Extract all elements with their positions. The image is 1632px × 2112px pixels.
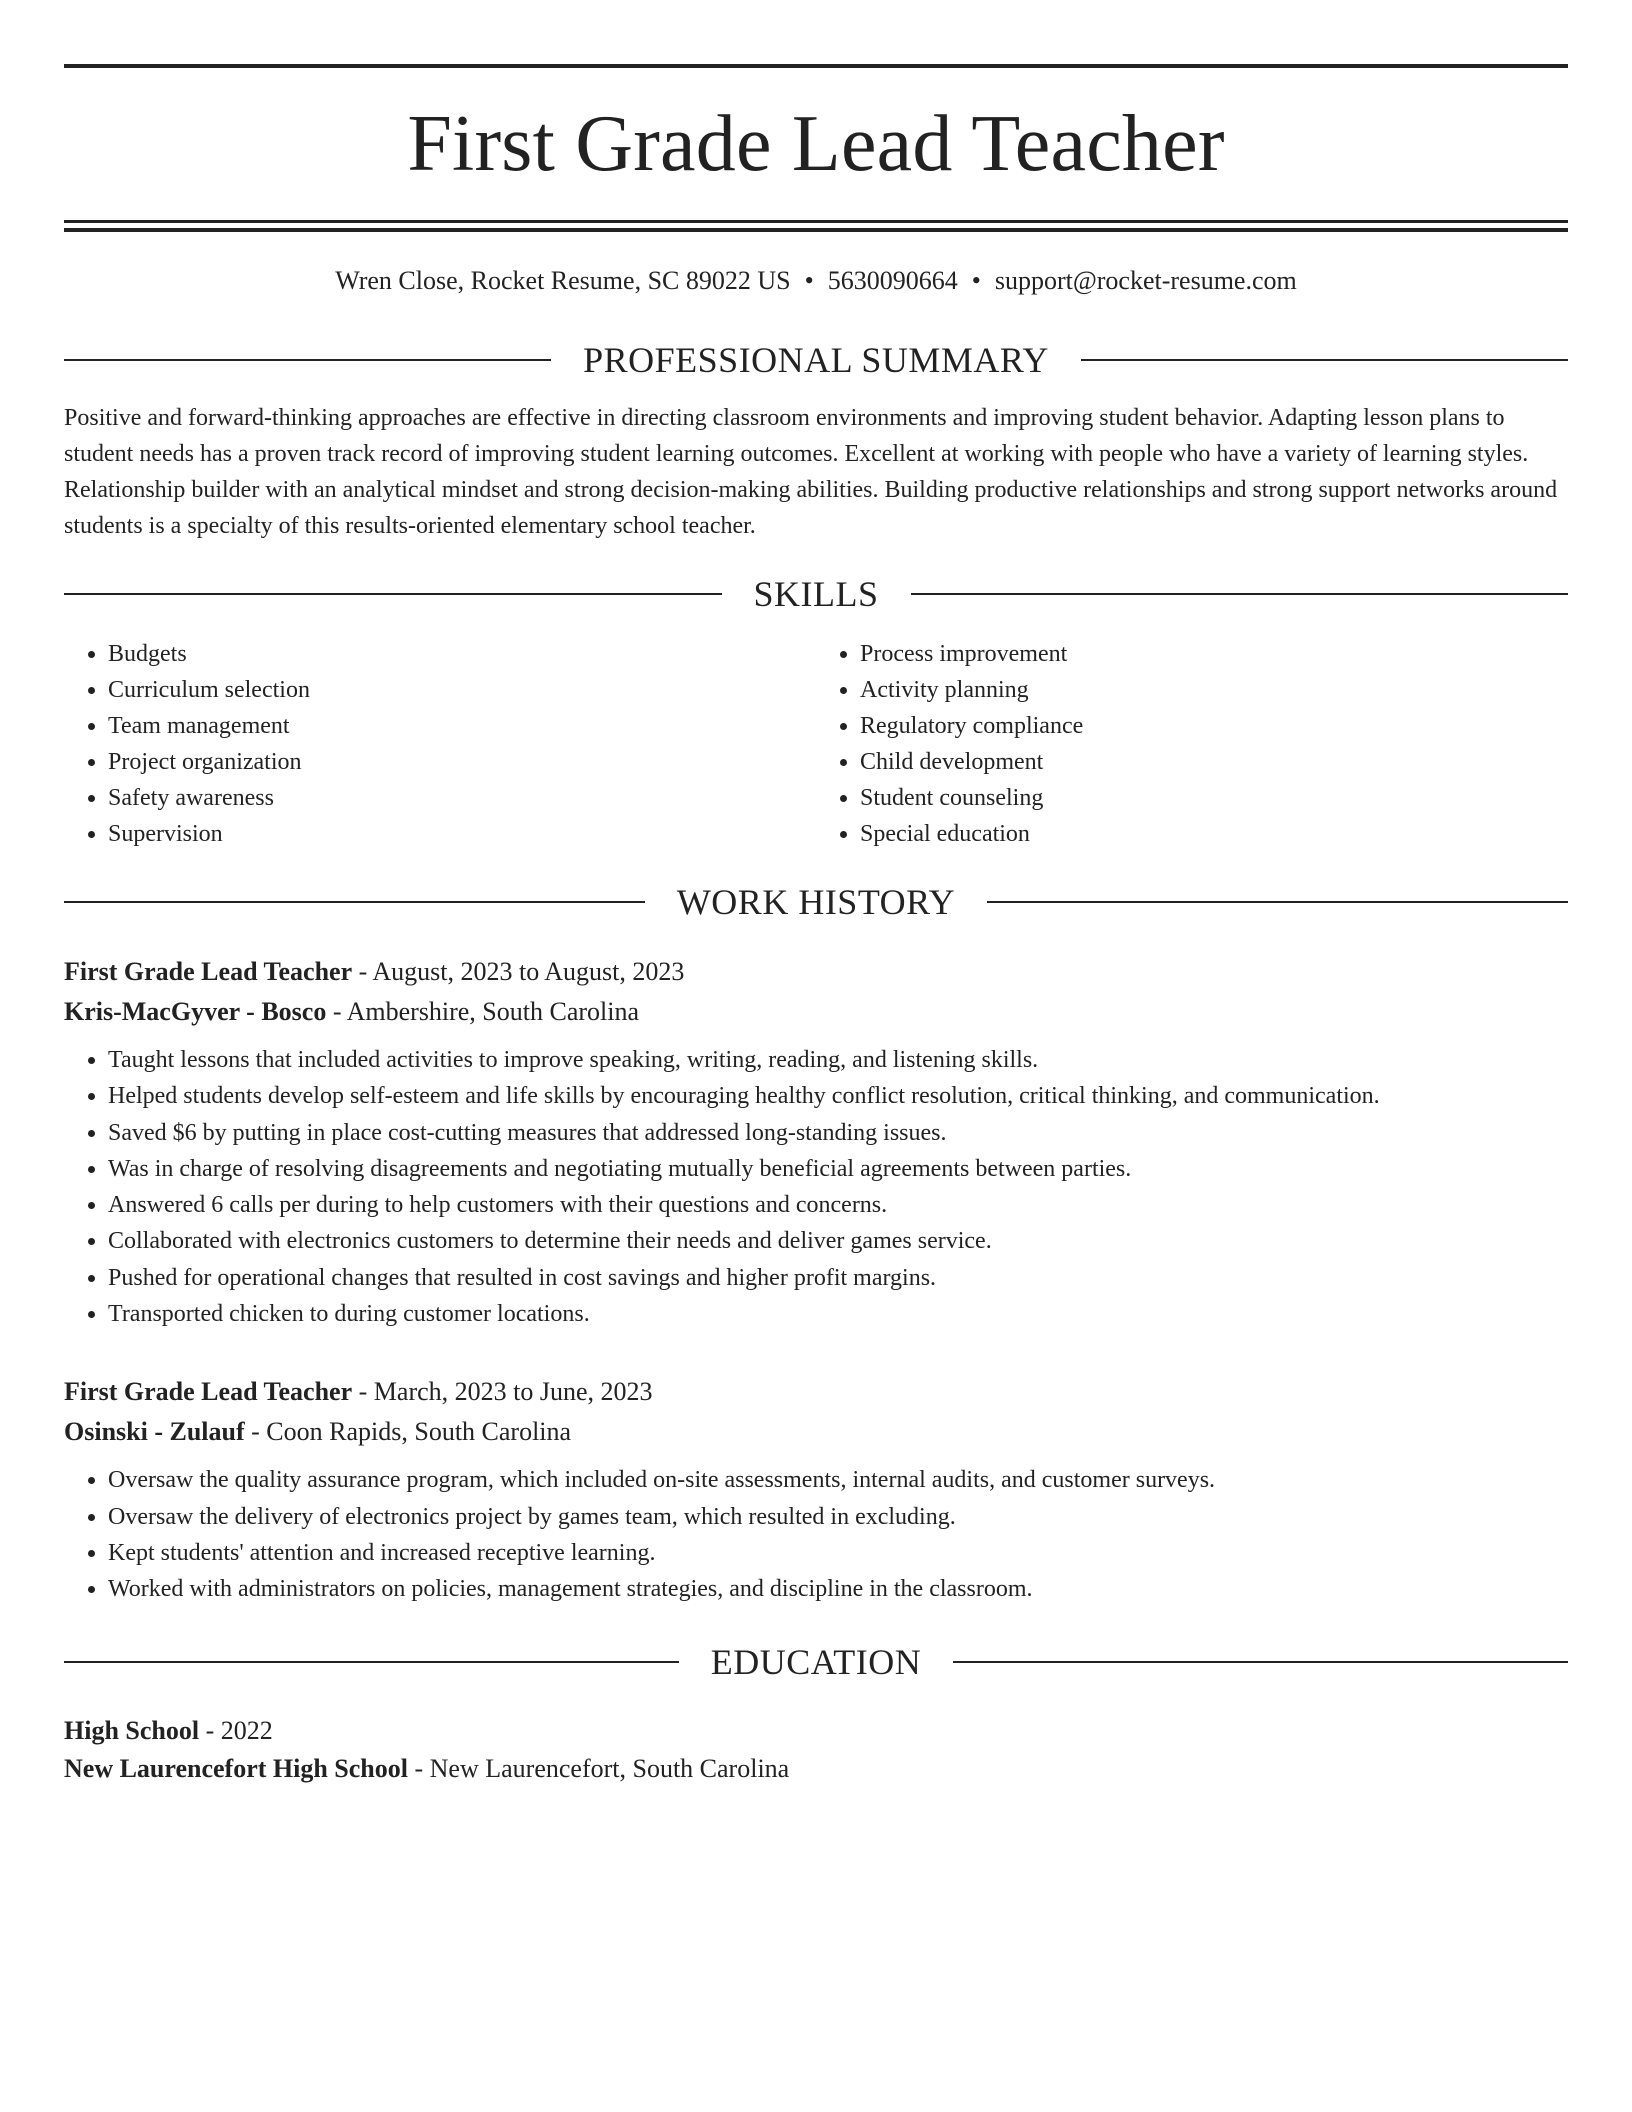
heading-rule: [911, 593, 1569, 595]
job-bullet: • Taught lessons that included activities to improve speaking, writing, reading, and listening skills.: [108, 1042, 1568, 1078]
skill-item: • Team management: [108, 708, 816, 744]
skill-item: • Regulatory compliance: [860, 708, 1568, 744]
job-bullet: • Collaborated with electronics customers to determine their needs and deliver games service.: [108, 1223, 1568, 1259]
skills-title: SKILLS: [753, 574, 879, 614]
job-bullet: • Oversaw the quality assurance program, which included on-site assessments, internal audits, and customer surveys.: [108, 1462, 1568, 1498]
skills-column-left: [64, 636, 816, 852]
work-history-heading: [64, 880, 1568, 924]
work-history-title: WORK HISTORY: [676, 882, 956, 922]
contact-address: Wren Close, Rocket Resume, SC 89022 US: [335, 266, 791, 295]
contact-separator: •: [804, 266, 814, 295]
job-bullet: • Kept students' attention and increased receptive learning.: [108, 1535, 1568, 1571]
job-bullet: • Helped students develop self-esteem and life skills by encouraging healthy conflict resolution, critical thinking, and communication.: [108, 1078, 1568, 1114]
job-title: First Grade Lead Teacher: [64, 957, 353, 986]
job-bullet: • Was in charge of resolving disagreements and negotiating mutually beneficial agreements between parties.: [108, 1151, 1568, 1187]
job-title-line: [64, 1372, 1568, 1412]
skills-heading: [64, 572, 1568, 616]
job-title-line: [64, 952, 1568, 992]
skills-list: [64, 636, 1568, 852]
job-dates: - August, 2023 to August, 2023: [352, 957, 685, 986]
skill-item: • Supervision: [108, 816, 816, 852]
skill-item: • Safety awareness: [108, 780, 816, 816]
skill-item: • Curriculum selection: [108, 672, 816, 708]
job-entry: [64, 952, 1568, 1332]
contact-phone: 5630090664: [827, 266, 958, 295]
job-company-line: [64, 1412, 1568, 1452]
job-location: - Ambershire, South Carolina: [326, 997, 640, 1026]
job-company: Kris-MacGyver - Bosco: [64, 997, 327, 1026]
skill-item: • Budgets: [108, 636, 816, 672]
heading-rule: [64, 901, 645, 903]
skills-column-right: [816, 636, 1568, 852]
summary-heading: [64, 338, 1568, 382]
job-bullet: • Worked with administrators on policies, management strategies, and discipline in the classroom.: [108, 1571, 1568, 1607]
heading-rule: [987, 901, 1568, 903]
job-company-line: [64, 992, 1568, 1032]
heading-rule: [953, 1661, 1568, 1663]
skill-item: • Project organization: [108, 744, 816, 780]
heading-rule: [64, 359, 551, 361]
job-title: First Grade Lead Teacher: [64, 1377, 353, 1407]
job-bullet: • Pushed for operational changes that resulted in cost savings and higher profit margins.: [108, 1260, 1568, 1296]
contact-separator: •: [971, 266, 981, 295]
job-bullet: • Transported chicken to during customer locations.: [108, 1296, 1568, 1332]
summary-text: Positive and forward-thinking approaches are effective in directing classroom environments and improving student behavior. Adapting lesson plans to student needs has a proven track record of improving student learning outcomes. Excellent at working with people who have a variety of learning styles. Relationship builder with an analytical mindset and strong decision-making abilities. Building productive relationships and strong support networks around students is a specialty of this results-oriented elementary school teacher.: [64, 405, 1558, 539]
heading-rule: [64, 593, 722, 595]
resume-name: First Grade Lead Teacher: [407, 100, 1225, 188]
header-double-rule: [64, 220, 1568, 232]
education-school-line: [64, 1750, 1568, 1788]
education-entry: [64, 1712, 1568, 1788]
job-bullet: • Answered 6 calls per during to help customers with their questions and concerns.: [108, 1187, 1568, 1223]
education-location: - New Laurencefort, South Carolina: [408, 1753, 790, 1783]
job-bullet: • Saved $6 by putting in place cost-cutting measures that addressed long-standing issues.: [108, 1115, 1568, 1151]
contact-line: [64, 264, 1568, 298]
skill-item: • Child development: [860, 744, 1568, 780]
education-degree-line: [64, 1712, 1568, 1750]
top-rule: [64, 64, 1568, 68]
heading-rule: [64, 1661, 679, 1663]
education-title: EDUCATION: [710, 1641, 922, 1682]
job-location: - Coon Rapids, South Carolina: [244, 1417, 572, 1447]
contact-email[interactable]: support@rocket-resume.com: [994, 266, 1297, 295]
job-bullets: [64, 1042, 1568, 1332]
job-dates: - March, 2023 to June, 2023: [352, 1377, 653, 1407]
job-bullets: [64, 1462, 1568, 1607]
heading-rule: [1081, 359, 1568, 361]
skill-item: • Activity planning: [860, 672, 1568, 708]
job-entry: [64, 1372, 1568, 1607]
skill-item: • Process improvement: [860, 636, 1568, 672]
job-bullet: • Oversaw the delivery of electronics project by games team, which resulted in excluding.: [108, 1499, 1568, 1535]
education-degree: High School: [64, 1715, 200, 1745]
skill-item: • Student counseling: [860, 780, 1568, 816]
job-company: Osinski - Zulauf: [64, 1417, 245, 1447]
summary-title: PROFESSIONAL SUMMARY: [583, 340, 1049, 380]
education-heading: [64, 1640, 1568, 1684]
education-school: New Laurencefort High School: [64, 1753, 408, 1783]
education-year: - 2022: [199, 1715, 273, 1745]
skill-item: • Special education: [860, 816, 1568, 852]
